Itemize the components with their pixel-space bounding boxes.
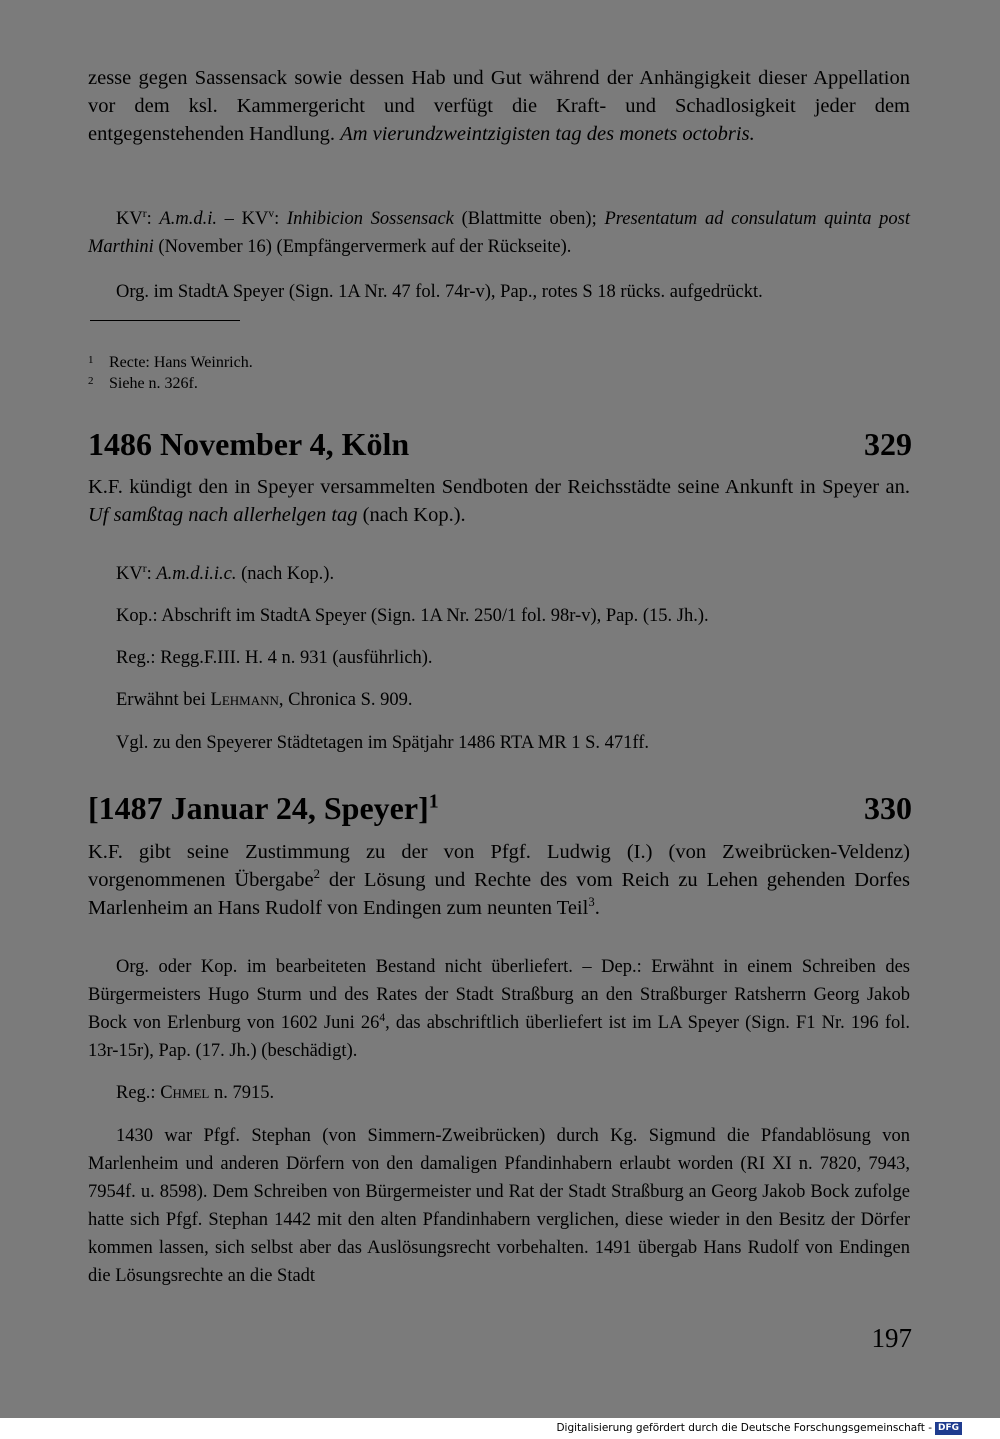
entry-330-commentary: 1430 war Pfgf. Stephan (von Simmern-Zweibrücken) durch Kg. Sigmund die Pfandablösung von Marlenheim und anderen Dörfern von den damaligen Pfandinhabern erlaubt worden (RI XI n. 7820, 7943, 7954f. u. 8598). Dem Schreiben von Bürgermeister und Rat der Stadt Straßburg an Georg Jakob Bock zufolge hatte sich Pfgf. Stephan 1442 mit den alten Pfandinhabern verglichen, diese wieder in den Besitz der Dörfer kommen lassen, sich selbst aber das Auslösungsrecht vorbehalten. 1491 übergab Hans Rudolf von Endingen die Lösungsrechte an die Stadt [88,1126,910,1286]
entry-330-number: 330 [864,790,912,826]
footnote-rule [90,320,240,321]
page-number: 197 [871,1323,912,1353]
entry-330-heading [88,789,912,827]
entry-329-reg: Reg.: Regg.F.III. H. 4 n. 931 (ausführlich). [116,648,433,668]
entry-329-number: 329 [864,426,912,462]
entry-330-reg: Reg.: Chmel n. 7915. [116,1083,275,1103]
kv-note: $KV^r$: A.m.d.i. – $KV^v$: Inhibicion Sossensack (Blattmitte oben); Presentatum ad consulatum quinta post Marthini (November 16) (Empfängervermerk auf der Rückseite). [88,207,910,257]
digitization-credit: Digitalisierung gefördert durch die Deutsche Forschungsgemeinschaft - DFG [556,1421,962,1435]
entry-330-org: Org. oder Kop. im bearbeiteten Bestand nicht überliefert. – Dep.: Erwähnt in einem Schreiben des Bürgermeisters Hugo Sturm und des Rates der Stadt Straßburg an den Straßburger Ratsherrn Georg Jakob Bock von Erlenburg von 1602 Juni $26^4$, das abschriftlich überliefert ist im LA Speyer (Sign. F1 Nr. 196 fol. 13r-15r), Pap. (17. Jh.) (beschädigt). [88,957,910,1061]
footnote-2: 2 Siehe n. 326f. [88,375,198,392]
entry-329-summary: K.F. kündigt den in Speyer versammelten Sendboten der Reichsstädte seine Ankunft in Speyer an. Uf samßtag nach allerhelgen tag (nach Kop.). [88,476,910,526]
continuation-paragraph: zesse gegen Sassensack sowie dessen Hab und Gut während der Anhängigkeit dieser Appellation vor dem ksl. Kammergericht und verfügt die Kraft- und Schadlosigkeit jeder dem entgegenstehenden Handlung. Am vierundzweintzigisten tag des monets octobris. [88,67,910,145]
entry-329-kv: $KV^r$: A.m.d.i.i.c. (nach Kop.). [116,562,335,584]
org-note: Org. im StadtA Speyer (Sign. 1A Nr. 47 fol. 74r-v), Pap., rotes S 18 rücks. aufgedrückt. [116,282,763,302]
footnote-1: 1 Recte: Hans Weinrich. [88,354,253,371]
entry-329-vgl: Vgl. zu den Speyerer Städtetagen im Spätjahr 1486 RTA MR 1 S. 471ff. [116,733,649,753]
entry-329-date: 1486 November 4, Köln [88,426,410,462]
entry-329-heading [88,425,912,463]
entry-330-summary: K.F. gibt seine Zustimmung zu der von Pfgf. Ludwig (I.) (von Zweibrücken-Veldenz) vorgenommenen Übergabe$^2$ der Lösung und Rechte des vom Reich zu Lehen gehenden Dorfes Marlenheim an Hans Rudolf von Endingen zum neunten Teil$^3$. [88,841,910,919]
dfg-logo: DFG [935,1422,962,1435]
entry-329-erwaehnt: Erwähnt bei Lehmann, Chronica S. 909. [116,690,413,710]
date-phrase: Am vierundzweintzigisten tag des monets octobris. [340,123,755,145]
entry-329-kop: Kop.: Abschrift im StadtA Speyer (Sign. 1A Nr. 250/1 fol. 98r-v), Pap. (15. Jh.). [116,606,709,626]
entry-330-date: [1487 Januar 24, Speyer]$^1$ [88,790,439,826]
